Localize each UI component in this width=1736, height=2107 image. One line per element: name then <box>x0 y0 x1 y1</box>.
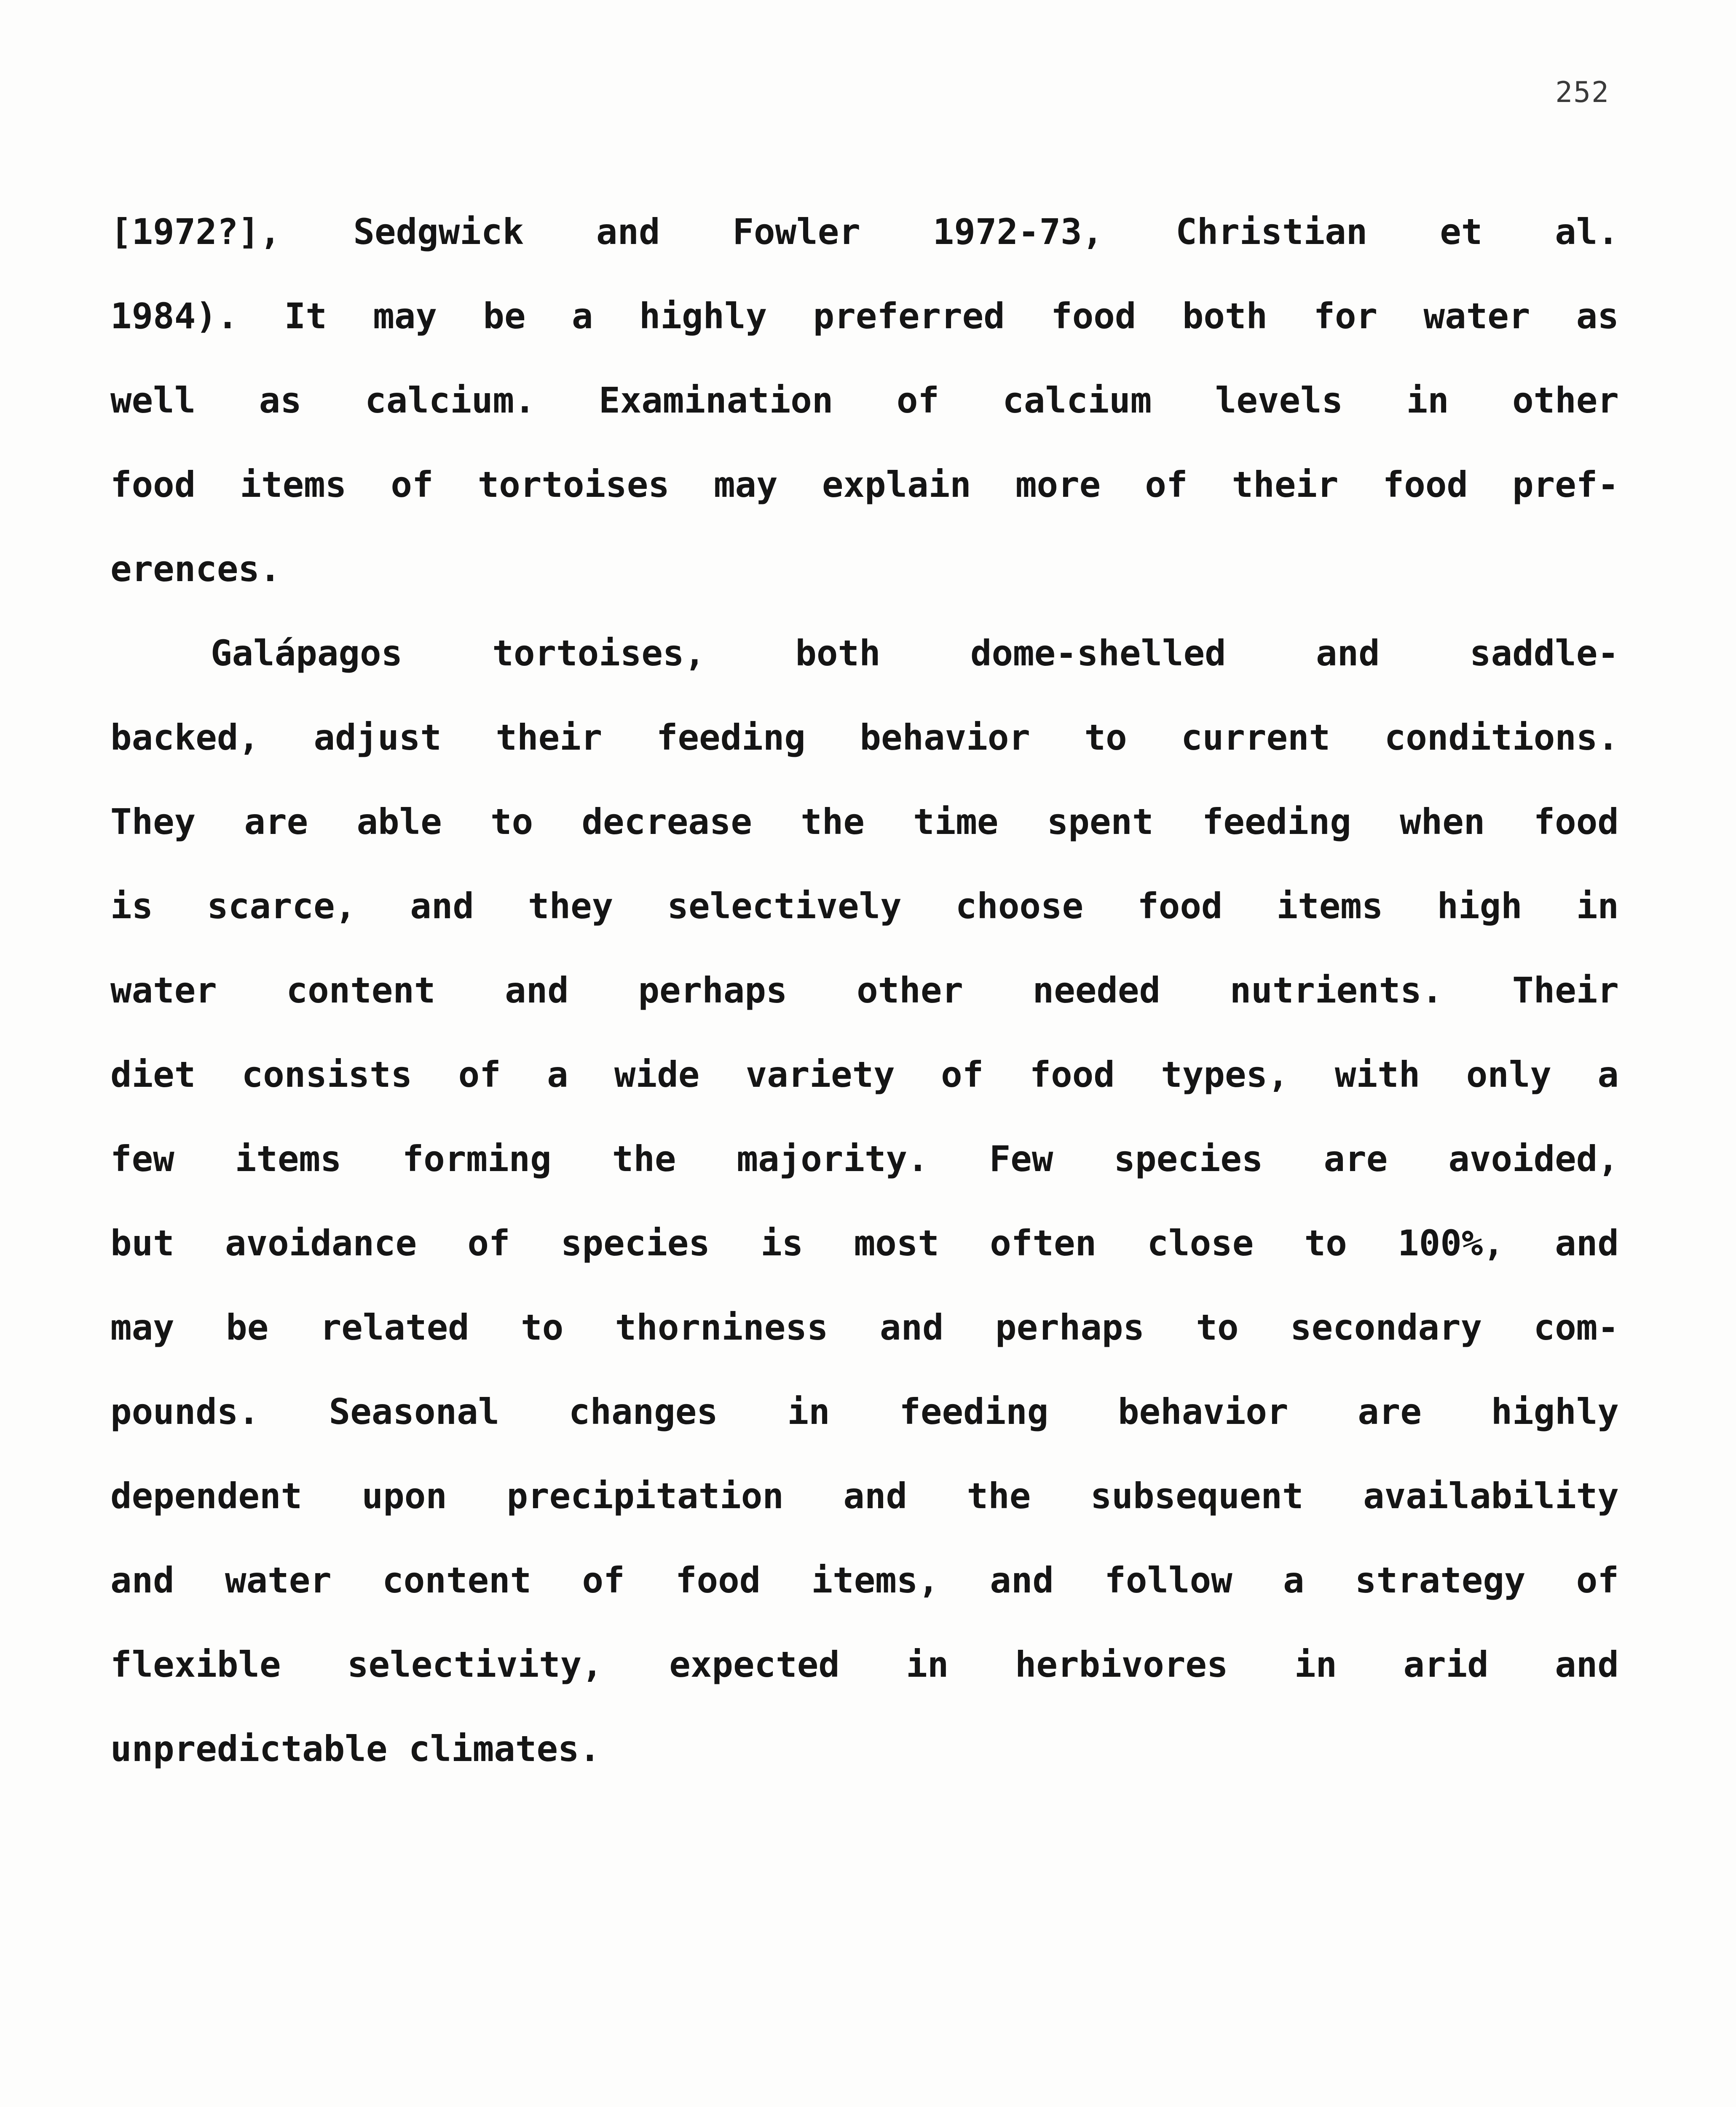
word: scarce, <box>207 885 356 927</box>
word: selectivity, <box>347 1644 603 1685</box>
word: content <box>382 1560 532 1601</box>
word: as <box>1576 295 1619 337</box>
word: levels <box>1215 380 1343 421</box>
text-line <box>110 969 1619 1011</box>
word: variety <box>745 1054 895 1095</box>
word: wide <box>614 1054 700 1095</box>
word: and <box>1555 1644 1619 1685</box>
word: time <box>913 801 999 842</box>
word: It <box>284 295 327 337</box>
word: species <box>560 1222 710 1264</box>
word: of <box>458 1054 501 1095</box>
word: and <box>110 1560 174 1601</box>
word: are <box>1323 1138 1388 1179</box>
word: forming <box>402 1138 552 1179</box>
word: only <box>1466 1054 1551 1095</box>
word: adjust <box>313 717 442 758</box>
text-line <box>110 1138 1619 1180</box>
word: com- <box>1533 1307 1619 1348</box>
word: often <box>990 1222 1097 1264</box>
word: food <box>1137 885 1223 927</box>
word: strategy <box>1355 1560 1526 1601</box>
word: Christian <box>1176 211 1368 252</box>
text-line <box>110 295 1619 337</box>
word: in <box>906 1644 949 1685</box>
word: expected <box>669 1644 840 1685</box>
word: close <box>1147 1222 1254 1264</box>
word: tortoises <box>477 464 670 505</box>
word: is <box>761 1222 804 1264</box>
word: pounds. <box>110 1391 260 1432</box>
word: conditions. <box>1384 717 1619 758</box>
word: and <box>1316 633 1380 674</box>
word: may <box>713 464 778 505</box>
word: of <box>1576 1560 1619 1601</box>
word: calcium. <box>365 380 536 421</box>
word: and <box>990 1560 1054 1601</box>
word: a <box>571 295 593 337</box>
word: availability <box>1363 1475 1619 1517</box>
text-line <box>110 1306 1619 1348</box>
word: food <box>1051 295 1136 337</box>
word: items <box>1276 885 1383 927</box>
word: arid <box>1403 1644 1489 1685</box>
word: and <box>843 1475 908 1517</box>
word: items, <box>811 1560 939 1601</box>
page-number: 252 <box>1555 76 1610 109</box>
word: Examination <box>599 380 833 421</box>
word: They <box>110 801 196 842</box>
word: the <box>967 1475 1031 1517</box>
word: in <box>787 1391 830 1432</box>
word: of <box>941 1054 984 1095</box>
word: and <box>410 885 474 927</box>
word: related <box>320 1307 469 1348</box>
word: to <box>521 1307 564 1348</box>
word: precipitation <box>506 1475 784 1517</box>
word: dome-shelled <box>970 633 1226 674</box>
word: content <box>286 970 436 1011</box>
word: may <box>373 295 437 337</box>
word: highly <box>639 295 767 337</box>
word: nutrients. <box>1230 970 1443 1011</box>
word: behavior <box>1117 1391 1289 1432</box>
word: secondary <box>1290 1307 1482 1348</box>
word: is <box>110 885 153 927</box>
word: food <box>110 464 196 505</box>
word: to <box>1196 1307 1239 1348</box>
word: and <box>1555 1222 1619 1264</box>
word: when <box>1400 801 1485 842</box>
word: thorniness <box>615 1307 828 1348</box>
word: with <box>1335 1054 1420 1095</box>
word: needed <box>1032 970 1161 1011</box>
word: current <box>1181 717 1331 758</box>
text-line <box>110 1559 1619 1601</box>
word: 1984). <box>110 295 238 337</box>
word: of <box>1145 464 1188 505</box>
word: tortoises, <box>492 633 706 674</box>
word: highly <box>1491 1391 1619 1432</box>
word: few <box>110 1138 174 1179</box>
word: the <box>612 1138 676 1179</box>
word: follow <box>1104 1560 1232 1601</box>
text-line <box>110 801 1619 843</box>
word: Seasonal <box>329 1391 500 1432</box>
text-line: unpredictable climates. <box>110 1728 601 1769</box>
word: feeding <box>899 1391 1049 1432</box>
text-line <box>110 211 1619 253</box>
word: be <box>226 1307 269 1348</box>
text-line <box>110 464 1619 506</box>
word: calcium <box>1002 380 1152 421</box>
text-line-indented <box>211 632 1619 674</box>
word: are <box>1358 1391 1422 1432</box>
word: explain <box>822 464 971 505</box>
word: a <box>1597 1054 1619 1095</box>
word: Galápagos <box>211 633 403 674</box>
word: et <box>1440 211 1483 252</box>
word: feeding <box>656 717 806 758</box>
word: al. <box>1555 211 1619 252</box>
word: feeding <box>1202 801 1351 842</box>
word: be <box>483 295 526 337</box>
text-line <box>110 1475 1619 1517</box>
word: species <box>1114 1138 1263 1179</box>
word: [1972?], <box>110 211 281 252</box>
word: other <box>857 970 963 1011</box>
word: preferred <box>813 295 1005 337</box>
text-line <box>110 1391 1619 1433</box>
word: for <box>1313 295 1378 337</box>
word: food <box>1029 1054 1115 1095</box>
word: upon <box>362 1475 447 1517</box>
word: may <box>110 1307 174 1348</box>
word: water <box>225 1560 332 1601</box>
word: behavior <box>860 717 1030 758</box>
word: food <box>1382 464 1468 505</box>
word: Their <box>1512 970 1619 1011</box>
word: dependent <box>110 1475 303 1517</box>
word: water <box>1423 295 1530 337</box>
word: both <box>1182 295 1268 337</box>
word: choose <box>955 885 1084 927</box>
word: items <box>235 1138 342 1179</box>
word: a <box>1283 1560 1305 1601</box>
word: herbivores <box>1015 1644 1228 1685</box>
word: backed, <box>110 717 260 758</box>
word: well <box>110 380 196 421</box>
text-line <box>110 379 1619 421</box>
word: in <box>1406 380 1449 421</box>
word: of <box>896 380 939 421</box>
word: saddle- <box>1469 633 1619 674</box>
word: of <box>467 1222 510 1264</box>
text-line <box>110 1222 1619 1264</box>
text-line <box>110 716 1619 759</box>
word: most <box>854 1222 939 1264</box>
word: their <box>496 717 603 758</box>
word: and <box>879 1307 944 1348</box>
text-line <box>110 885 1619 927</box>
word: decrease <box>581 801 752 842</box>
word: more <box>1015 464 1101 505</box>
word: water <box>110 970 217 1011</box>
text-line: erences. <box>110 548 281 590</box>
word: their <box>1232 464 1339 505</box>
word: food <box>675 1560 761 1601</box>
word: food <box>1533 801 1619 842</box>
word: are <box>244 801 308 842</box>
word: and <box>596 211 660 252</box>
word: 100%, <box>1398 1222 1504 1264</box>
word: types, <box>1161 1054 1289 1095</box>
word: Fowler <box>732 211 860 252</box>
word: majority. <box>737 1138 929 1179</box>
word: 1972-73, <box>932 211 1104 252</box>
word: able <box>356 801 442 842</box>
text-line <box>110 1643 1619 1686</box>
word: flexible <box>110 1644 281 1685</box>
word: selectively <box>667 885 902 927</box>
word: subsequent <box>1090 1475 1304 1517</box>
word: and <box>505 970 569 1011</box>
word: changes <box>568 1391 718 1432</box>
word: perhaps <box>638 970 788 1011</box>
word: pref- <box>1512 464 1619 505</box>
word: Sedgwick <box>353 211 524 252</box>
word: items <box>240 464 347 505</box>
word: to <box>1084 717 1127 758</box>
word: the <box>801 801 865 842</box>
word: as <box>259 380 302 421</box>
word: in <box>1576 885 1619 927</box>
word: other <box>1512 380 1619 421</box>
word: in <box>1294 1644 1337 1685</box>
word: avoided, <box>1448 1138 1619 1179</box>
word: diet <box>110 1054 196 1095</box>
word: consists <box>241 1054 413 1095</box>
word: both <box>795 633 881 674</box>
text-line <box>110 1054 1619 1096</box>
word: a <box>547 1054 568 1095</box>
word: to <box>1304 1222 1347 1264</box>
word: avoidance <box>225 1222 417 1264</box>
word: Few <box>989 1138 1053 1179</box>
word: of <box>391 464 434 505</box>
word: high <box>1437 885 1522 927</box>
word: they <box>528 885 613 927</box>
word: spent <box>1047 801 1154 842</box>
word: but <box>110 1222 174 1264</box>
word: perhaps <box>995 1307 1145 1348</box>
word: of <box>582 1560 625 1601</box>
word: to <box>490 801 533 842</box>
